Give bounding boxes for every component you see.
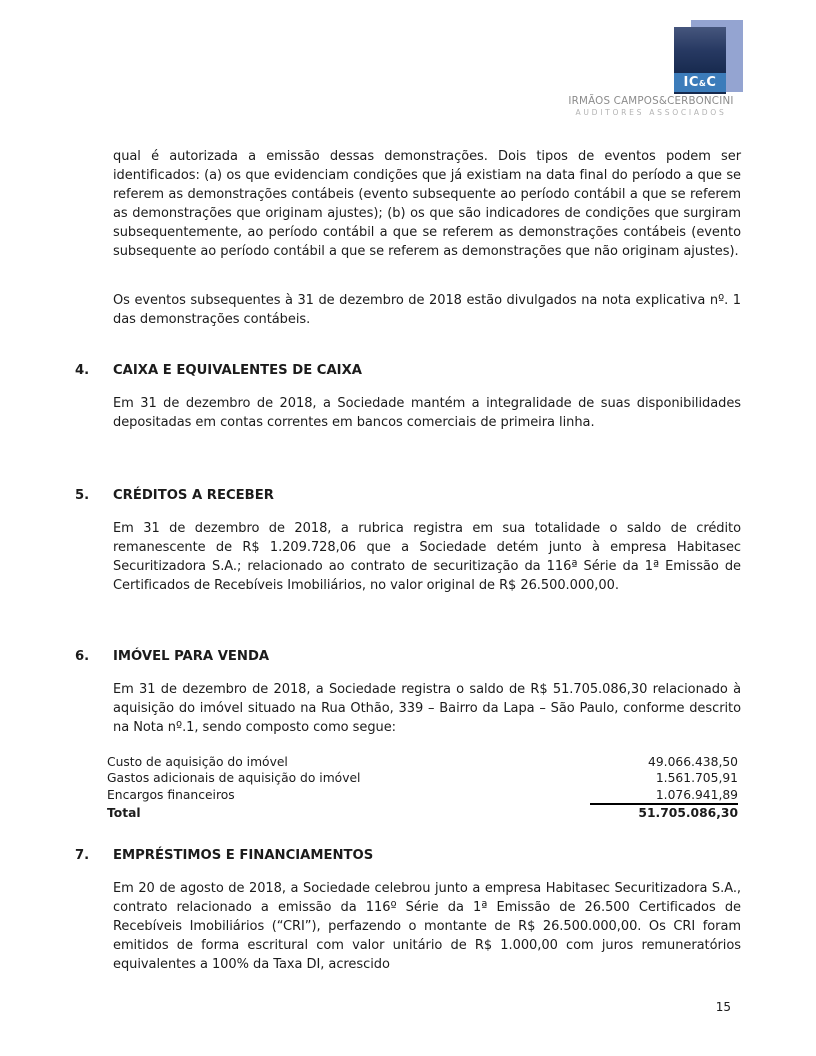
logo-caption-firm-name: IRMÃOS CAMPOS&CERBONCINI <box>568 95 734 107</box>
section-5-paragraph: Em 31 de dezembro de 2018, a rubrica registra em sua totalidade o saldo de crédito remanescente de R$ 1.209.728,06 que a Sociedade detém junto à empresa Habitasec Securitizadora S.A.; relacionado ao contrato de securitização da 116ª Série da 1ª Emissão de Certificados de Recebíveis Imobiliários, no valor original de R$ 26.500.000,00. <box>113 521 741 593</box>
section-4-number: 4. <box>75 363 90 378</box>
logo-mark-suffix: C <box>706 75 717 90</box>
section-6-title: IMÓVEL PARA VENDA <box>113 649 270 664</box>
table-row-value: 49.066.438,50 <box>648 755 738 769</box>
logo-caption-subtitle: AUDITORES ASSOCIADOS <box>575 108 727 117</box>
section-7-title: EMPRÉSTIMOS E FINANCIAMENTOS <box>113 848 374 863</box>
section-4-heading <box>75 362 741 379</box>
section-5-heading <box>75 487 741 504</box>
table-row-value: 1.076.941,89 <box>590 787 738 805</box>
section-5-number: 5. <box>75 488 90 503</box>
intro-paragraph-2: Os eventos subsequentes à 31 de dezembro de 2018 estão divulgados na nota explicativa nº. 1 das demonstrações contábeis. <box>113 293 741 327</box>
table-row-label: Encargos financeiros <box>107 787 235 802</box>
section-4-title: CAIXA E EQUIVALENTES DE CAIXA <box>113 363 362 378</box>
property-cost-table <box>107 754 738 822</box>
section-5-title: CRÉDITOS A RECEBER <box>113 488 274 503</box>
intro-paragraph-1: qual é autorizada a emissão dessas demonstrações. Dois tipos de eventos podem ser identificados: (a) os que evidenciam condições que já existiam na data final do período a que se referem as demonstrações contábeis (evento subsequente ao período contábil a que se referem as demonstrações que originam ajustes); (b) os que são indicadores de condições que surgiram subsequentemente, ao período contábil a que se referem as demonstrações contábeis (evento subsequente ao período contábil a que se referem as demonstrações que não originam ajustes). <box>113 149 741 259</box>
table-row-label: Gastos adicionais de aquisição do imóvel <box>107 771 361 786</box>
table-total-label: Total <box>107 805 141 820</box>
section-4-paragraph: Em 31 de dezembro de 2018, a Sociedade mantém a integralidade de suas disponibilidades depositadas em contas correntes em bancos comerciais de primeira linha. <box>113 396 741 430</box>
table-row <box>107 787 738 805</box>
icc-logo <box>674 20 744 95</box>
table-row-value: 1.561.705,91 <box>655 771 738 786</box>
section-7-paragraph: Em 20 de agosto de 2018, a Sociedade celebrou junto a empresa Habitasec Securitizadora S.A., contrato relacionado a emissão da 116º Série da 1ª Emissão de 26.500 Certificados de Recebíveis Imobiliários (“CRI”), perfazendo o montante de R$ 26.500.000,00. Os CRI foram emitidos de forma escritural com valor unitário de R$ 1.000,00 com juros remuneratórios equivalentes a 100% da Taxa DI, acrescido <box>113 881 741 972</box>
section-6-paragraph: Em 31 de dezembro de 2018, a Sociedade registra o saldo de R$ 51.705.086,30 relacionado à aquisição do imóvel situado na Rua Othão, 339 – Bairro da Lapa – São Paulo, conforme descrito na Nota nº.1, sendo composto como segue: <box>113 682 741 735</box>
logo-mark-prefix: IC <box>683 75 699 90</box>
section-7-number: 7. <box>75 848 90 863</box>
page-number: 15 <box>715 1000 731 1014</box>
logo-wordmark <box>674 73 726 92</box>
table-total-value: 51.705.086,30 <box>638 805 738 820</box>
logo-front-rect <box>674 27 726 94</box>
table-row-label: Custo de aquisição do imóvel <box>107 755 288 769</box>
section-6-heading <box>75 648 741 665</box>
logo-mark-ampersand: & <box>698 79 707 88</box>
section-7-heading <box>75 847 741 864</box>
table-total-row <box>107 805 738 823</box>
table-row <box>107 770 738 786</box>
table-row <box>107 754 738 770</box>
section-6-number: 6. <box>75 649 90 664</box>
logo-caption <box>556 95 746 118</box>
